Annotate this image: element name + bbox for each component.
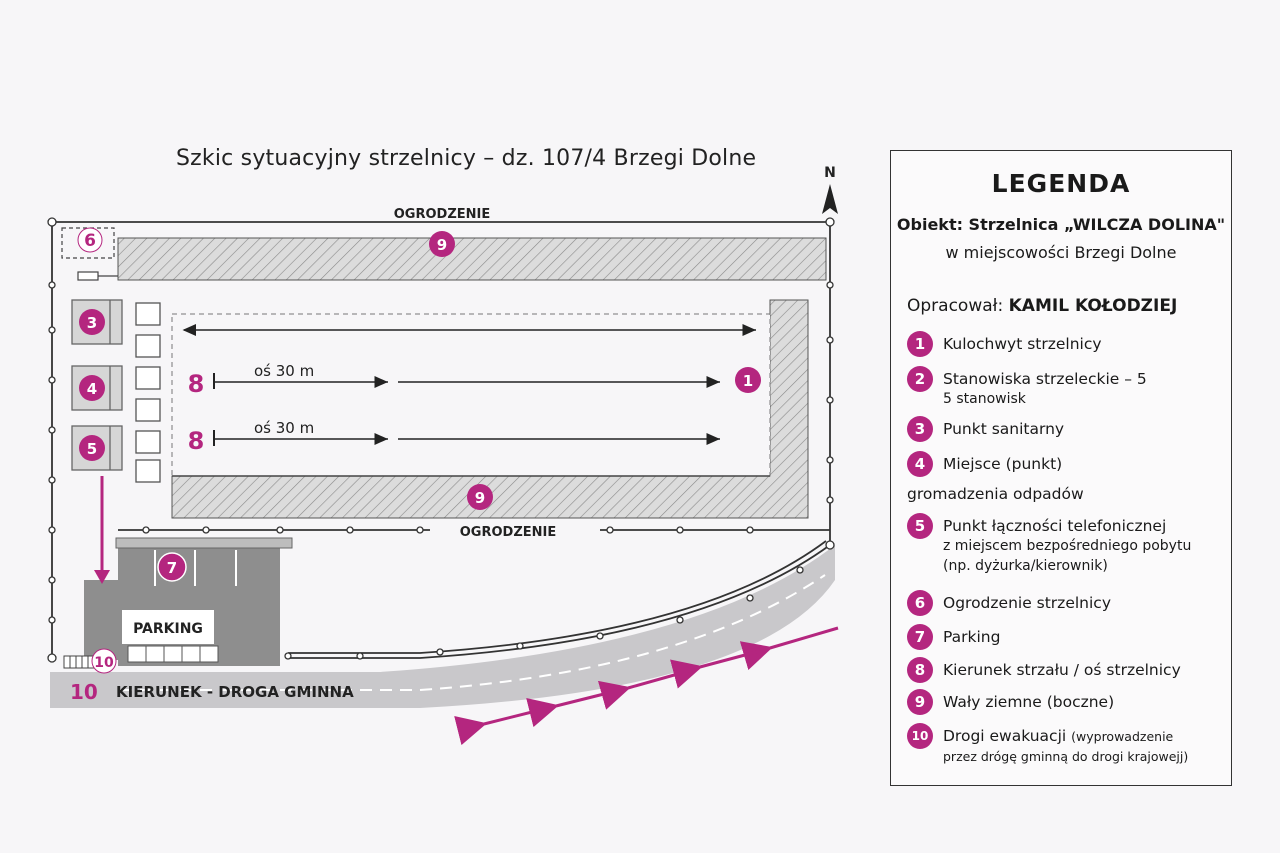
marker-8b xyxy=(188,427,205,455)
legend-item-text xyxy=(943,366,1147,409)
parking-label: PARKING xyxy=(133,621,203,637)
legend-item-line: 5 stanowisk xyxy=(943,391,1026,407)
svg-text:9: 9 xyxy=(436,236,448,254)
legend-item-line: przez drógę gminną do drogi krajowejj) xyxy=(943,749,1189,764)
marker-10 xyxy=(92,649,116,673)
legend-item-text: Kulochwyt strzelnicy xyxy=(943,335,1102,353)
legend-item-5 xyxy=(907,513,1191,576)
legend-author xyxy=(907,296,1177,316)
legend-item-text xyxy=(907,451,1084,504)
road-number: 10 xyxy=(70,680,98,704)
legend-badge: 7 xyxy=(907,624,933,650)
legend-location: w miejscowości Brzegi Dolne xyxy=(945,243,1177,262)
shooting-stands xyxy=(136,303,160,482)
marker-1 xyxy=(735,367,761,393)
svg-text:3: 3 xyxy=(86,314,98,332)
svg-text:8: 8 xyxy=(187,427,205,455)
legend-badge: 8 xyxy=(907,657,933,683)
svg-text:1: 1 xyxy=(742,372,754,390)
legend-item-text: Kierunek strzału / oś strzelnicy xyxy=(943,661,1181,679)
legend-item-1 xyxy=(907,331,1102,357)
legend-object xyxy=(891,215,1231,234)
legend-item-text: Ogrodzenie strzelnicy xyxy=(943,594,1111,612)
legend-item-text xyxy=(943,513,1191,576)
svg-text:4: 4 xyxy=(86,380,98,398)
axis-label-1: oś 30 m xyxy=(254,362,315,380)
marker-8a xyxy=(188,370,205,398)
legend-badge: 3 xyxy=(907,416,933,442)
legend-item-line: gromadzenia odpadów xyxy=(907,485,1084,503)
legend-item-text: Parking xyxy=(943,628,1001,646)
legend-badge: 2 xyxy=(907,366,933,392)
svg-text:6: 6 xyxy=(84,231,96,251)
marker-3 xyxy=(79,309,105,335)
legend-item-line: Drogi ewakuacji xyxy=(943,727,1067,745)
legend-item-line: Stanowiska strzeleckie – 5 xyxy=(943,370,1147,388)
legend-object-name: „WILCZA DOLINA" xyxy=(1064,215,1226,234)
fence-label-bottom: OGRODZENIE xyxy=(459,525,557,540)
legend-item-line: z miejscem bezpośredniego pobytu xyxy=(943,538,1192,554)
legend-item-text: Punkt sanitarny xyxy=(943,420,1065,438)
gate xyxy=(78,272,98,280)
marker-4 xyxy=(79,375,105,401)
marker-9-bottom xyxy=(467,484,493,510)
legend-author-prefix: Opracował: xyxy=(907,296,1004,316)
axis-label-2: oś 30 m xyxy=(254,419,315,437)
legend-badge: 9 xyxy=(907,689,933,715)
road-label: KIERUNEK - DROGA GMINNA xyxy=(116,683,354,701)
marker-9-top xyxy=(429,231,455,257)
legend-badge: 1 xyxy=(907,331,933,357)
legend-item-9 xyxy=(907,689,1114,715)
svg-text:5: 5 xyxy=(86,440,98,458)
svg-text:8: 8 xyxy=(187,370,205,398)
svg-text:9: 9 xyxy=(474,489,486,507)
legend-badge: 6 xyxy=(907,590,933,616)
parking-roof xyxy=(116,538,292,548)
legend-object-prefix: Obiekt: Strzelnica xyxy=(896,215,1059,234)
legend-author-name: KAMIL KOŁODZIEJ xyxy=(1008,296,1178,316)
legend-badge: 4 xyxy=(907,451,933,477)
diagram-title: Szkic sytuacyjny strzelnicy – dz. 107/4 Brzegi Dolne xyxy=(176,146,757,171)
legend-item-line: (np. dyżurka/kierownik) xyxy=(943,558,1108,574)
legend-item-2 xyxy=(907,366,1147,409)
svg-text:10: 10 xyxy=(94,655,114,671)
north-arrow-icon xyxy=(822,184,838,214)
svg-text:7: 7 xyxy=(166,559,178,577)
legend-heading: LEGENDA xyxy=(991,169,1131,198)
north-label: N xyxy=(824,165,836,181)
legend-item-3 xyxy=(907,416,1064,442)
access-strip xyxy=(84,580,118,660)
legend-item-4 xyxy=(907,451,1084,504)
embankment-top xyxy=(118,238,826,280)
marker-5 xyxy=(79,435,105,461)
marker-7 xyxy=(158,553,186,581)
legend-item-text xyxy=(943,723,1188,767)
legend-item-line: Punkt łączności telefonicznej xyxy=(943,517,1167,535)
legend-box xyxy=(890,150,1232,786)
legend-item-line: (wyprowadzenie xyxy=(1071,729,1174,744)
range-field xyxy=(172,314,770,476)
legend-badge: 5 xyxy=(907,513,933,539)
legend-item-6 xyxy=(907,590,1111,616)
marker-6 xyxy=(78,228,102,252)
legend-badge: 10 xyxy=(907,723,933,749)
legend-item-8 xyxy=(907,657,1181,683)
legend-item-line: Miejsce (punkt) xyxy=(943,455,1063,473)
legend-item-text: Wały ziemne (boczne) xyxy=(943,693,1115,711)
legend-item-10 xyxy=(907,723,1188,767)
legend-item-7 xyxy=(907,624,1000,650)
fence-label-top: OGRODZENIE xyxy=(393,207,491,222)
